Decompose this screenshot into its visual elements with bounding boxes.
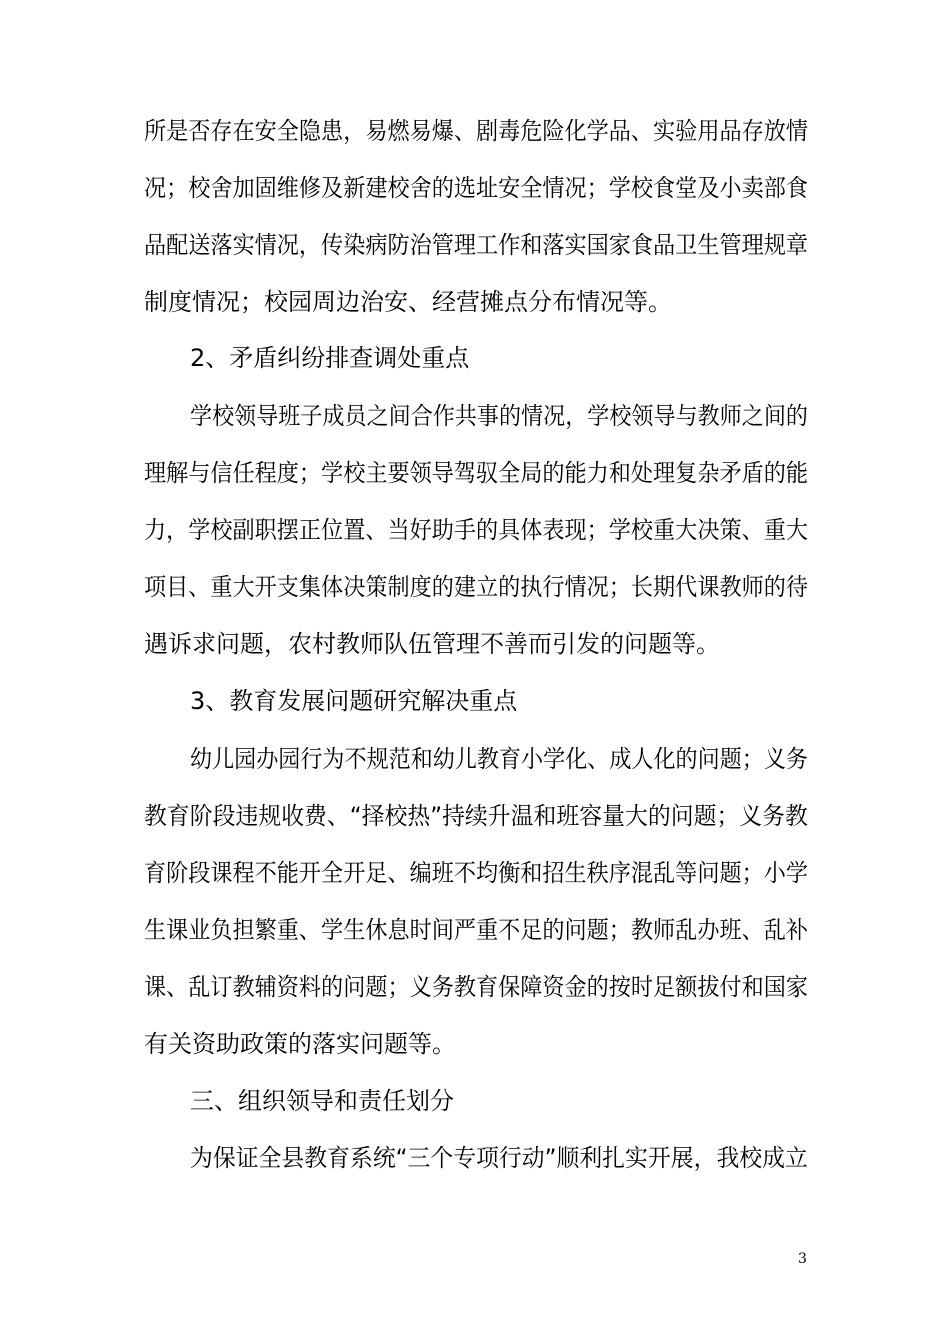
paragraph-line: 课、乱订教辅资料的问题；义务教育保障资金的按时足额拔付和国家 bbox=[144, 973, 808, 1001]
page-number: 3 bbox=[798, 1251, 807, 1267]
paragraph-line: 幼儿园办园行为不规范和幼儿教育小学化、成人化的问题；义务 bbox=[190, 745, 808, 773]
section-heading: 三、组织领导和责任划分 bbox=[190, 1087, 454, 1115]
paragraph-line: 学校领导班子成员之间合作共事的情况，学校领导与教师之间的 bbox=[190, 402, 808, 430]
paragraph-line: 为保证全县教育系统“三个专项行动”顺利扎实开展，我校成立 bbox=[190, 1144, 808, 1172]
paragraph-line: 所是否存在安全隐患，易燃易爆、剧毒危险化学品、实验用品存放情 bbox=[144, 117, 808, 145]
paragraph-line: 品配送落实情况，传染病防治管理工作和落实国家食品卫生管理规章 bbox=[144, 231, 808, 259]
paragraph-line: 况；校舍加固维修及新建校舍的选址安全情况；学校食堂及小卖部食 bbox=[144, 174, 808, 202]
section-heading: 2、矛盾纠纷排查调处重点 bbox=[190, 344, 470, 372]
paragraph-line: 遇诉求问题，农村教师队伍管理不善而引发的问题等。 bbox=[144, 630, 720, 658]
paragraph-line: 力，学校副职摆正位置、当好助手的具体表现；学校重大决策、重大 bbox=[144, 516, 808, 544]
paragraph-line: 制度情况；校园周边治安、经营摊点分布情况等。 bbox=[144, 288, 672, 316]
paragraph-line: 理解与信任程度；学校主要领导驾驭全局的能力和处理复杂矛盾的能 bbox=[144, 459, 808, 487]
section-heading: 3、教育发展问题研究解决重点 bbox=[190, 687, 518, 715]
paragraph-line: 育阶段课程不能开全开足、编班不均衡和招生秩序混乱等问题；小学 bbox=[144, 859, 808, 887]
paragraph-line: 项目、重大开支集体决策制度的建立的执行情况；长期代课教师的待 bbox=[144, 573, 808, 601]
paragraph-line: 生课业负担繁重、学生休息时间严重不足的问题；教师乱办班、乱补 bbox=[144, 916, 808, 944]
paragraph-line: 有关资助政策的落实问题等。 bbox=[144, 1030, 456, 1058]
paragraph-line: 教育阶段违规收费、“择校热”持续升温和班容量大的问题；义务教 bbox=[144, 802, 808, 830]
